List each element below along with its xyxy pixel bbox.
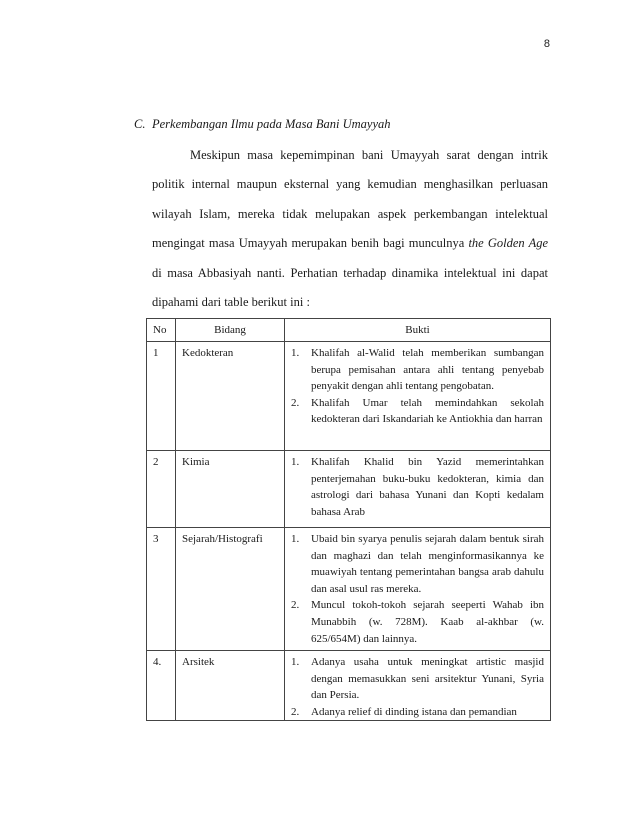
header-bukti: Bukti (405, 323, 430, 336)
row-no-cell (147, 528, 176, 651)
item-text: Khalifah Khalid bin Yazid memerintahkan penterjemahan buku-buku kedokteran, kimia dan astrologi dari bahasa Yunani dan Kopti kedalam bahasa Arab (311, 456, 544, 518)
item-number: 1. (291, 533, 300, 545)
italic-phrase: the Golden Age (468, 236, 549, 251)
item-number: 2. (291, 705, 300, 718)
list-item (291, 454, 544, 520)
row-no-cell (147, 651, 176, 721)
row-no: 4. (153, 656, 162, 668)
paragraph-line-text: mengingat masa Umayyah merupakan benih bagi munculnya (152, 236, 465, 251)
item-number: 2. (291, 599, 300, 612)
item-text: Ubaid bin syarya penulis sejarah dalam bentuk sirah dan maghazi dan telah menginformasikannya ke muawiyah tentang pemerintahan bangsa arab dahulu dan asal usul ras mereka. (311, 533, 544, 595)
page-number: 8 (543, 38, 550, 50)
list-item (291, 654, 544, 704)
list-item (291, 704, 544, 721)
row-bidang-cell (176, 342, 285, 451)
row-bidang: Arsitek (182, 656, 215, 668)
row-bidang-cell (176, 451, 285, 528)
item-number: 1. (291, 656, 300, 668)
paragraph-line: Meskipun masa kepemimpinan bani Umayyah sarat dengan intrik (190, 148, 548, 162)
row-bukti-cell (285, 651, 551, 721)
row-no-cell (147, 451, 176, 528)
header-bidang-cell (176, 319, 285, 342)
list-item (291, 597, 544, 647)
bukti-list (285, 451, 550, 520)
row-bidang-cell (176, 651, 285, 721)
list-item (291, 345, 544, 395)
header-bukti-cell (285, 319, 551, 342)
section-letter: C. (134, 117, 146, 131)
paragraph-line: politik internal maupun eksternal yang kemudian menghasilkan perluasan (152, 177, 548, 192)
paragraph-line: dipahami dari table berikut ini : (152, 294, 310, 309)
item-number: 2. (291, 396, 300, 409)
row-bukti-cell (285, 528, 551, 651)
section-title: Perkembangan Ilmu pada Masa Bani Umayyah (152, 117, 391, 131)
body-paragraph (152, 141, 548, 317)
row-no: 1 (153, 347, 159, 359)
row-bidang: Kimia (182, 456, 210, 468)
header-bidang: Bidang (214, 323, 246, 336)
row-no: 3 (153, 533, 159, 545)
bukti-list (285, 342, 550, 428)
paragraph-line: di masa Abbasiyah nanti. Perhatian terhadap dinamika intelektual ini dapat (152, 265, 548, 280)
table-row (147, 528, 551, 651)
paragraph-line-with-italic (152, 229, 548, 258)
row-bidang-cell (176, 528, 285, 651)
row-bukti-cell (285, 451, 551, 528)
list-item (291, 531, 544, 597)
row-bidang: Kedokteran (182, 347, 234, 359)
row-bukti-cell (285, 342, 551, 451)
item-text: Muncul tokoh-tokoh sejarah seeperti Wahab ibn Munabbih (w. 728M). Kaab al-akhbar (w. 625/654M) dan lainnya. (311, 599, 544, 645)
bukti-list (285, 651, 550, 720)
section-heading (134, 117, 391, 132)
header-no-cell (147, 319, 176, 342)
row-bidang: Sejarah/Histografi (182, 533, 263, 545)
table-row (147, 451, 551, 528)
table-header-row (147, 319, 551, 342)
list-item (291, 395, 544, 428)
item-text: Khalifah Umar telah memindahkan sekolah kedokteran dari Iskandariah ke Antiokhia dan harran (311, 396, 544, 426)
item-text: Adanya usaha untuk meningkat artistic masjid dengan memasukkan seni arsitektur Yunani, Syria dan Persia. (311, 656, 544, 702)
row-no-cell (147, 342, 176, 451)
evidence-table (146, 318, 551, 721)
paragraph-line: wilayah Islam, mereka tidak melupakan aspek perkembangan intelektual (152, 206, 548, 221)
item-text: Adanya relief di dinding istana dan pemandian (311, 705, 517, 718)
table-row (147, 342, 551, 451)
item-number: 1. (291, 347, 300, 359)
row-no: 2 (153, 456, 159, 468)
header-no: No (153, 323, 167, 336)
table-row (147, 651, 551, 721)
bukti-list (285, 528, 550, 647)
item-text: Khalifah al-Walid telah memberikan sumbangan berupa pemisahan antara ahli tentang penyebab penyakit dengan ahli tentang pengobatan. (311, 347, 544, 393)
item-number: 1. (291, 456, 300, 468)
